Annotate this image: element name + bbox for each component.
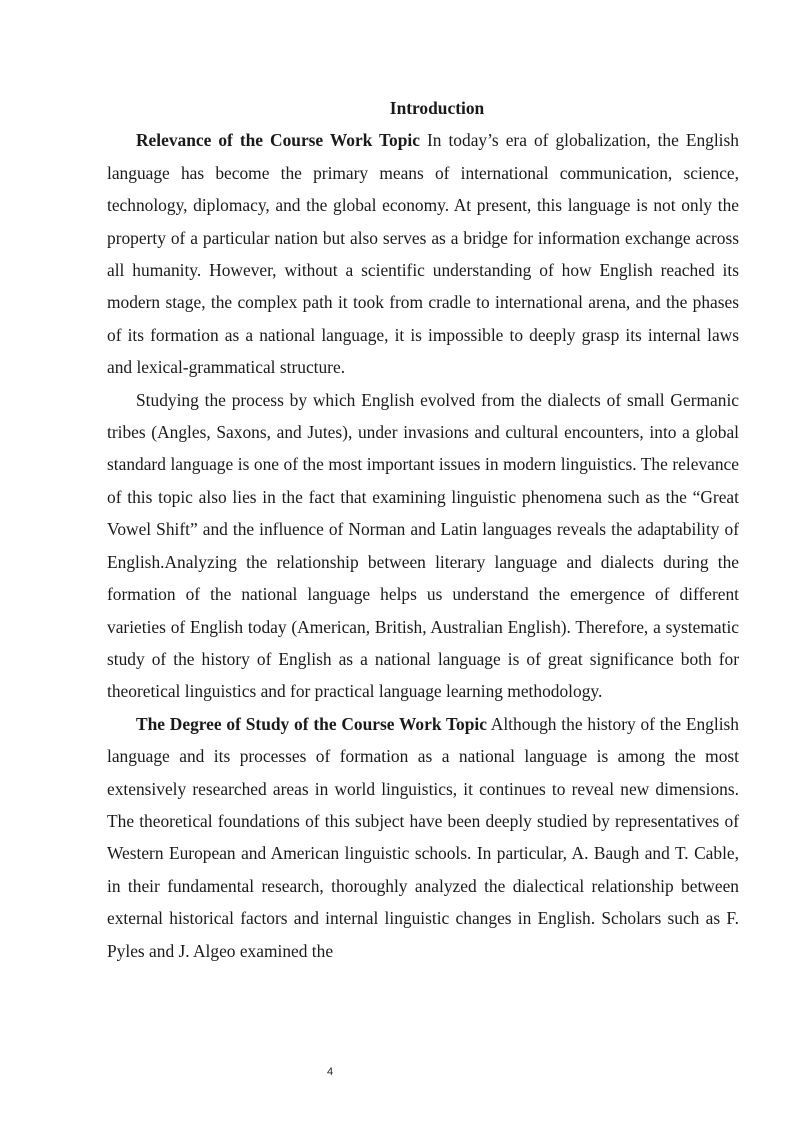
paragraph-text: Studying the process by which English evolved from the dialects of small Germanic tribes (Angles, Saxons, and Jutes), under invasions and cultural encounters, into a global standard language is one of the most important issues in modern linguistics. The relevance of this topic also lies in the fact that examining linguistic phenomena such as the “Great Vowel Shift” and the influence of Norman and Latin languages reveals the adaptability of English.Analyzing the relationship between literary language and dialects during the formation of the national language helps us understand the emergence of different varieties of English today (American, British, Australian English). Therefore, a systematic study of the history of English as a national language is of great significance both for theoretical linguistics and for practical language learning methodology.: [107, 389, 739, 702]
paragraph-lead: Relevance of the Course Work Topic: [136, 130, 420, 151]
paragraph-evolution: [107, 384, 739, 708]
paragraph-lead: The Degree of Study of the Course Work Topic: [136, 713, 487, 734]
page-heading: Introduction: [389, 98, 485, 118]
paragraph-text: In today’s era of globalization, the English language has become the primary means of international communication, science, technology, diplomacy, and the global economy. At present, this language is not only the property of a particular nation but also serves as a bridge for information exchange across all humanity. However, without a scientific understanding of how English reached its modern stage, the complex path it took from cradle to international arena, and the phases of its formation as a national language, it is impossible to deeply grasp its internal laws and lexical-grammatical structure.: [107, 130, 739, 378]
page-body: [107, 92, 739, 967]
paragraph-degree-of-study: [107, 708, 739, 967]
paragraph-relevance: [107, 124, 739, 383]
paragraph-text: Although the history of the English language and its processes of formation as a national language is among the most extensively researched areas in world linguistics, it continues to reveal new dimensions. The theoretical foundations of this subject have been deeply studied by representatives of Western European and American linguistic schools. In particular, A. Baugh and T. Cable, in their fundamental research, thoroughly analyzed the dialectical relationship between external historical factors and internal linguistic changes in English. Scholars such as F. Pyles and J. Algeo examined the: [107, 713, 739, 961]
page-number: 4: [326, 1066, 334, 1078]
